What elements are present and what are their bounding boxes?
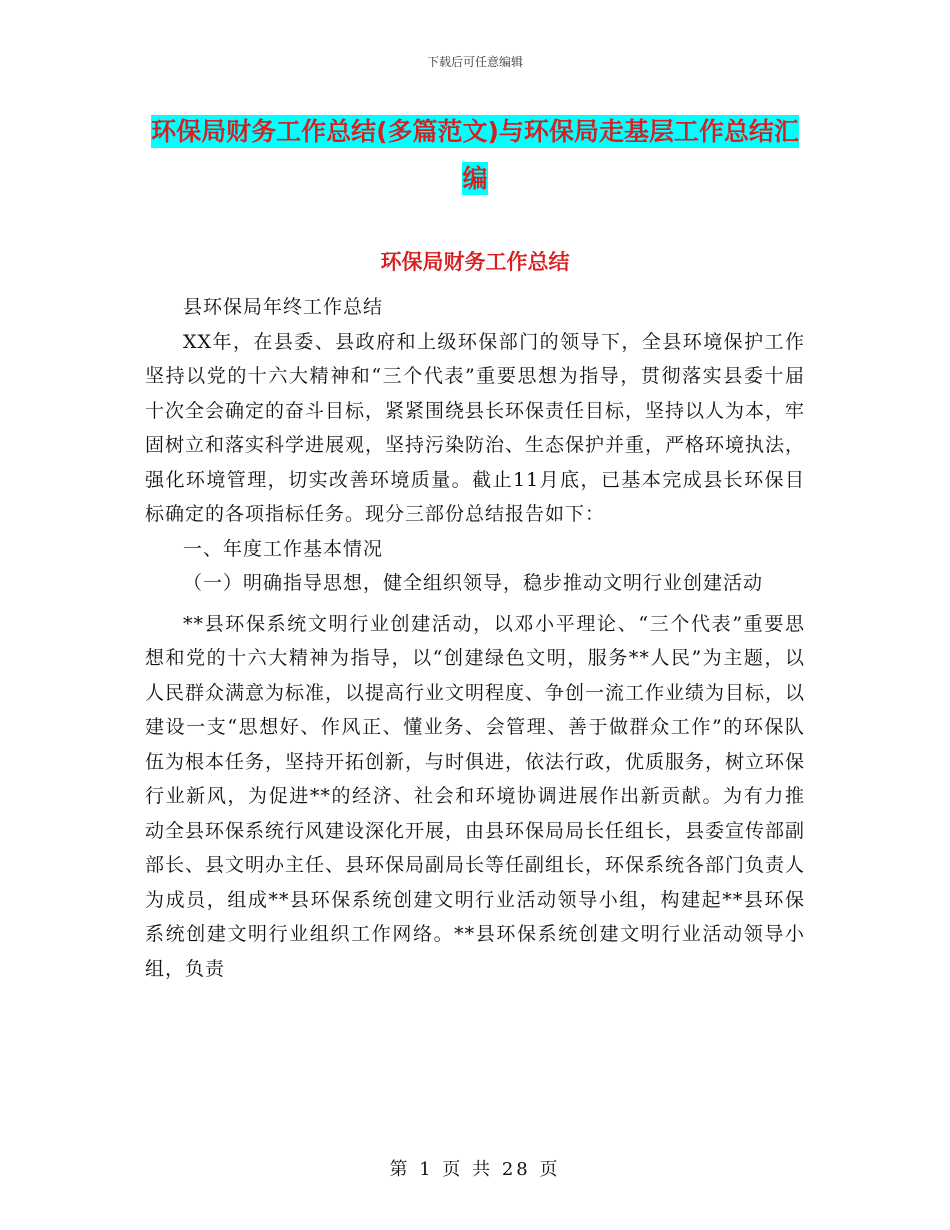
paragraph-intro: XX年，在县委、县政府和上级环保部门的领导下，全县环境保护工作坚持以党的十六大精神和“三个代表”重要思想为指导，贯彻落实县委十届十次全会确定的奋斗目标，紧紧围绕县长环保责任目标，坚持以人为本，牢固树立和落实科学进展观，坚持污染防治、生态保护并重，严格环境执法，强化环境管理，切实改善环境质量。截止11月底，已基本完成县长环保目标确定的各项指标任务。现分三部份总结报告如下： [145,330,806,525]
header-note: 下载后可任意编辑 [426,55,523,69]
paragraph-heading-1-1: （一）明确指导思想，健全组织领导，稳步推动文明行业创建活动 [183,572,764,594]
document-title-text: 环保局财务工作总结(多篇范文)与环保局走基层工作总结汇编 [151,117,799,193]
paragraph-heading-1: 一、年度工作基本情况 [183,537,384,560]
document-body [145,290,805,986]
document-title [140,108,810,202]
paragraph-subtitle: 县环保局年终工作总结 [183,296,384,318]
page-footer: 第 1 页 共 28 页 [389,1159,561,1180]
paragraph-body: **县环保系统文明行业创建活动，以邓小平理论、“三个代表”重要思想和党的十六大精神为指导，以“创建绿色文明，服务**人民”为主题，以人民群众满意为标准，以提高行业文明程度、争创一流工作业绩为目标，以建设一支“思想好、作风正、懂业务、会管理、善于做群众工作”的环保队伍为根本任务，坚持开拓创新，与时俱进，依法行政，优质服务，树立环保行业新风，为促进**的经济、社会和环境协调进展作出新贡献。为有力推动全县环保系统行风建设深化开展，由县环保局局长任组长，县委宣传部副部长、县文明办主任、县环保局副局长等任副组长，环保系统各部门负责人为成员，组成**县环保系统创建文明行业活动领导小组，构建起**县环保系统创建文明行业组织工作网络。**县环保系统创建文明行业活动领导小组，负责 [145,612,806,980]
section-title: 环保局财务工作总结 [380,250,570,274]
